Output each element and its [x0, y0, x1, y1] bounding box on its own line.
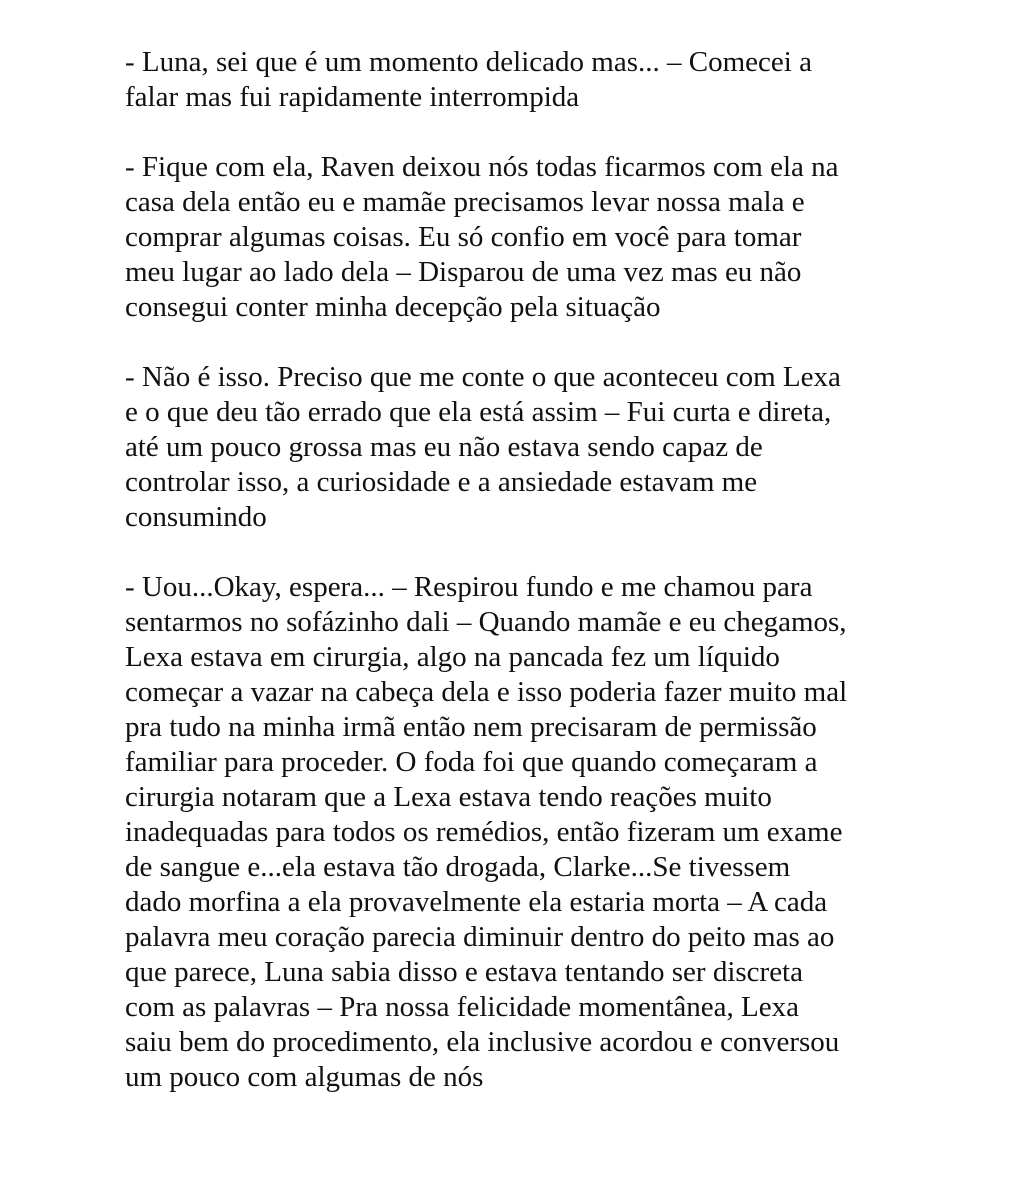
text-line: Lexa estava em cirurgia, algo na pancada fez um líquido: [125, 641, 780, 673]
text-line: com as palavras – Pra nossa felicidade momentânea, Lexa: [125, 991, 799, 1023]
text-line: - Luna, sei que é um momento delicado mas... – Comecei a: [125, 46, 812, 78]
text-line: falar mas fui rapidamente interrompida: [125, 81, 580, 113]
text-line: casa dela então eu e mamãe precisamos levar nossa mala e: [125, 186, 805, 218]
text-line: saiu bem do procedimento, ela inclusive acordou e conversou: [125, 1026, 840, 1058]
text-line: controlar isso, a curiosidade e a ansiedade estavam me: [125, 466, 758, 498]
paragraph-4: [125, 570, 915, 1095]
text-line: dado morfina a ela provavelmente ela estaria morta – A cada: [125, 886, 828, 918]
text-line: um pouco com algumas de nós: [125, 1061, 484, 1093]
text-line: até um pouco grossa mas eu não estava sendo capaz de: [125, 431, 763, 463]
paragraph-3: [125, 360, 915, 535]
text-line: que parece, Luna sabia disso e estava tentando ser discreta: [125, 956, 803, 988]
text-line: consegui conter minha decepção pela situação: [125, 291, 661, 323]
text-line: pra tudo na minha irmã então nem precisaram de permissão: [125, 711, 817, 743]
text-line: inadequadas para todos os remédios, então fizeram um exame: [125, 816, 843, 848]
text-line: meu lugar ao lado dela – Disparou de uma vez mas eu não: [125, 256, 802, 288]
text-line: - Uou...Okay, espera... – Respirou fundo e me chamou para: [125, 571, 813, 603]
text-line: de sangue e...ela estava tão drogada, Clarke...Se tivessem: [125, 851, 791, 883]
text-line: cirurgia notaram que a Lexa estava tendo reações muito: [125, 781, 772, 813]
story-text: [125, 45, 915, 1130]
text-line: começar a vazar na cabeça dela e isso poderia fazer muito mal: [125, 676, 848, 708]
text-line: - Não é isso. Preciso que me conte o que aconteceu com Lexa: [125, 361, 841, 393]
paragraph-1: [125, 45, 915, 115]
text-line: comprar algumas coisas. Eu só confio em você para tomar: [125, 221, 802, 253]
text-line: e o que deu tão errado que ela está assim – Fui curta e direta,: [125, 396, 832, 428]
text-line: palavra meu coração parecia diminuir dentro do peito mas ao: [125, 921, 835, 953]
text-line: - Fique com ela, Raven deixou nós todas ficarmos com ela na: [125, 151, 839, 183]
text-line: familiar para proceder. O foda foi que quando começaram a: [125, 746, 818, 778]
text-line: sentarmos no sofázinho dali – Quando mamãe e eu chegamos,: [125, 606, 847, 638]
paragraph-2: [125, 150, 915, 325]
text-line: consumindo: [125, 501, 267, 533]
